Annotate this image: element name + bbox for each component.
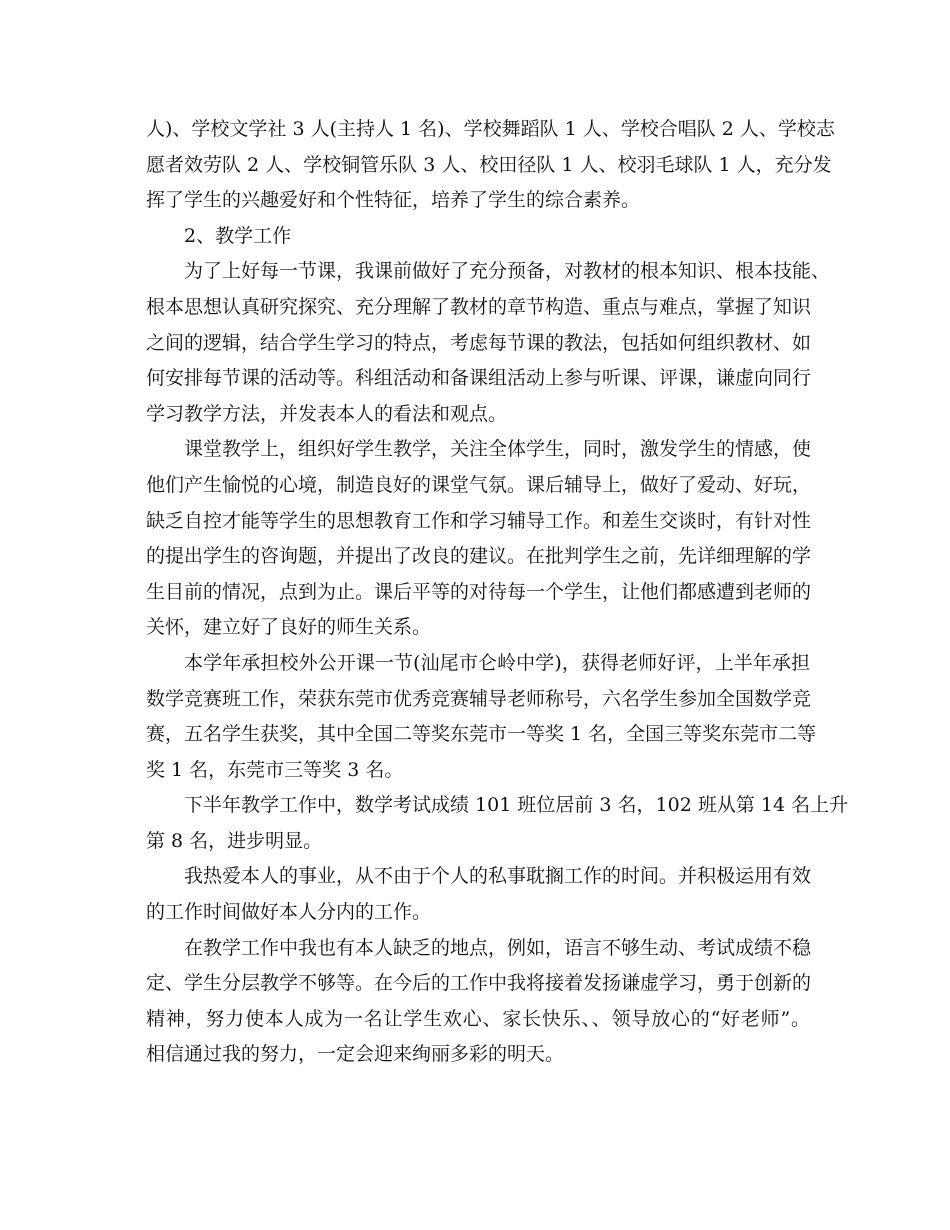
text-line: 数学竞赛班工作，荣获东莞市优秀竞赛辅导老师称号，六名学生参加全国数学竞 xyxy=(146,687,812,710)
text-line: 奖 1 名，东莞市三等奖 3 名。 xyxy=(146,758,404,781)
text-line: 我热爱本人的事业，从不由于个人的私事耽搁工作的时间。并积极运用有效 xyxy=(184,865,812,888)
text-line: 相信通过我的努力，一定会迎来绚丽多彩的明天。 xyxy=(146,1043,565,1066)
text-line: 下半年教学工作中，数学考试成绩 101 班位居前 3 名，102 班从第 14 名上升 xyxy=(184,794,849,817)
text-line: 挥了学生的兴趣爱好和个性特征，培养了学生的综合素养。 xyxy=(146,189,641,212)
text-line: 之间的逻辑，结合学生学习的特点，考虑每节课的教法，包括如何组织教材、如 xyxy=(146,331,812,354)
text-line: 的提出学生的咨询题，并提出了改良的建议。在批判学生之前，先详细理解的学 xyxy=(146,545,812,568)
text-line: 学习教学方法，并发表本人的看法和观点。 xyxy=(146,402,508,425)
text-line: 何安排每节课的活动等。科组活动和备课组活动上参与听课、评课，谦虚向同行 xyxy=(146,367,812,390)
text-line: 人)、学校文学社 3 人(主持人 1 名)、学校舞蹈队 1 人、学校合唱队 2 人、学校志 xyxy=(146,118,835,140)
text-line: 定、学生分层教学不够等。在今后的工作中我将接着发扬谦虚学习，勇于创新的 xyxy=(146,972,812,995)
text-line: 在教学工作中我也有本人缺乏的地点，例如，语言不够生动、考试成绩不稳 xyxy=(184,936,812,959)
text-line: 他们产生愉悦的心境，制造良好的课堂气氛。课后辅导上，做好了爱动、好玩， xyxy=(146,473,812,496)
section-heading: 2、教学工作 xyxy=(184,224,292,247)
text-line: 关怀，建立好了良好的师生关系。 xyxy=(146,616,432,639)
text-line: 生目前的情况，点到为止。课后平等的对待每一个学生，让他们都感遭到老师的 xyxy=(146,580,812,603)
text-line: 的工作时间做好本人分内的工作。 xyxy=(146,901,432,924)
text-line: 根本思想认真研究探究、充分理解了教材的章节构造、重点与难点，掌握了知识 xyxy=(146,295,812,318)
document-body xyxy=(146,112,849,1073)
text-line: 为了上好每一节课，我课前做好了充分预备，对教材的根本知识、根本技能、 xyxy=(184,260,831,283)
text-line: 第 8 名，进步明显。 xyxy=(146,829,323,852)
text-line: 赛，五名学生获奖，其中全国二等奖东莞市一等奖 1 名，全国三等奖东莞市二等 xyxy=(146,723,817,746)
text-line: 缺乏自控才能等学生的思想教育工作和学习辅导工作。和差生交谈时，有针对性 xyxy=(146,509,812,532)
text-line: 本学年承担校外公开课一节(汕尾市仑岭中学)，获得老师好评，上半年承担 xyxy=(184,651,810,674)
text-line: 课堂教学上，组织好学生教学，关注全体学生，同时，激发学生的情感，使 xyxy=(184,438,812,461)
text-line: 愿者效劳队 2 人、学校铜管乐队 3 人、校田径队 1 人、校羽毛球队 1 人，充分发 xyxy=(146,153,832,176)
text-line: 精神，努力使本人成为一名让学生欢心、家长快乐、、领导放心的“好老师”。 xyxy=(146,1007,810,1030)
